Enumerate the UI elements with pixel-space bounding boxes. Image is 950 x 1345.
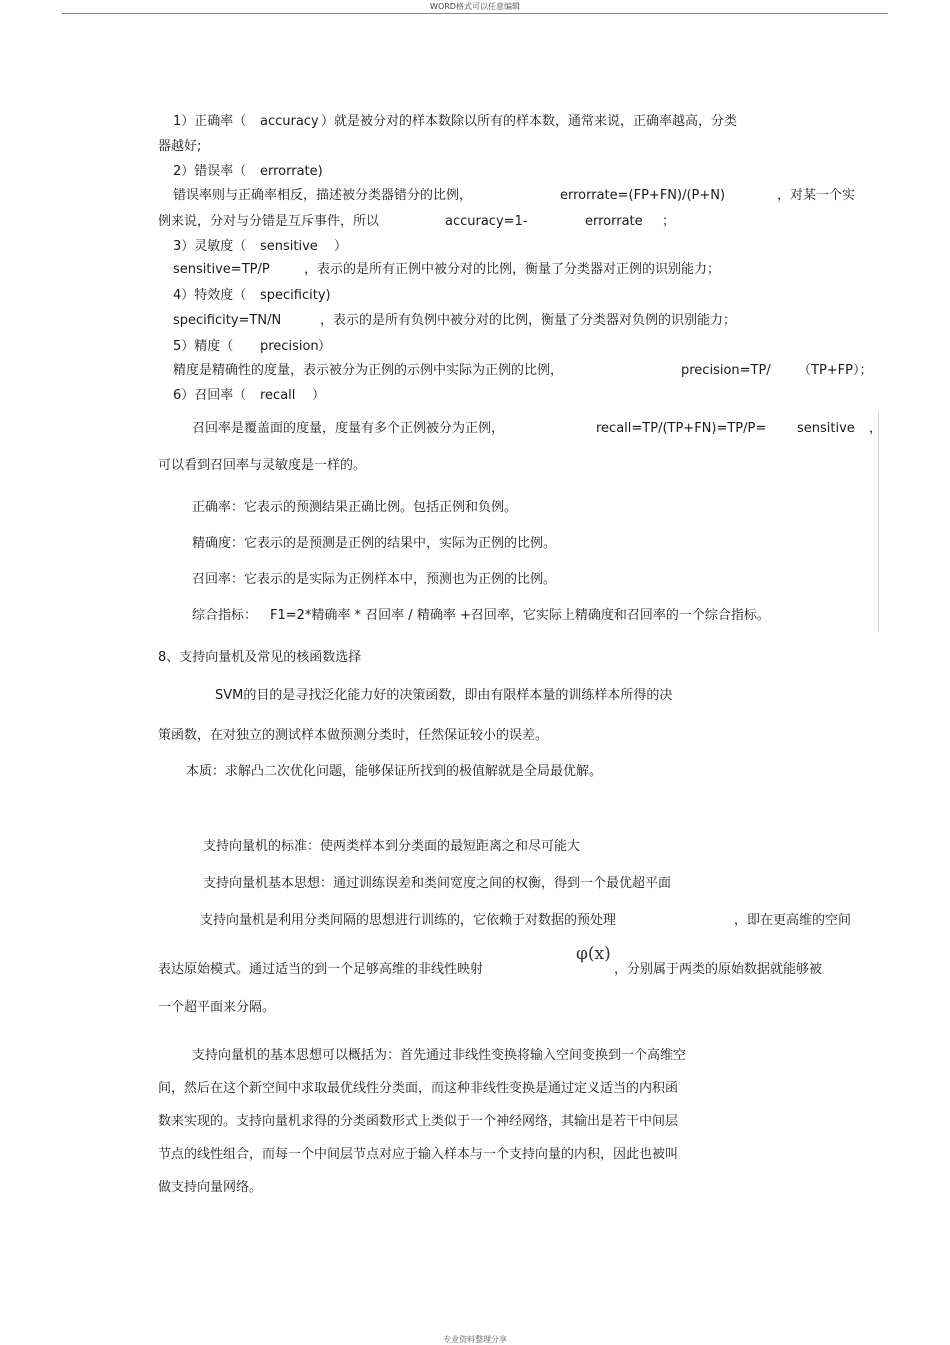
margin-rule [878,412,879,632]
page-footer: 专业资料整理分享 [443,1335,507,1344]
phi-x-formula: φ(x) [576,944,611,964]
page-header [0,0,950,16]
header-text: WORD格式可以任意编辑 [430,2,520,11]
header-rule [62,13,888,14]
